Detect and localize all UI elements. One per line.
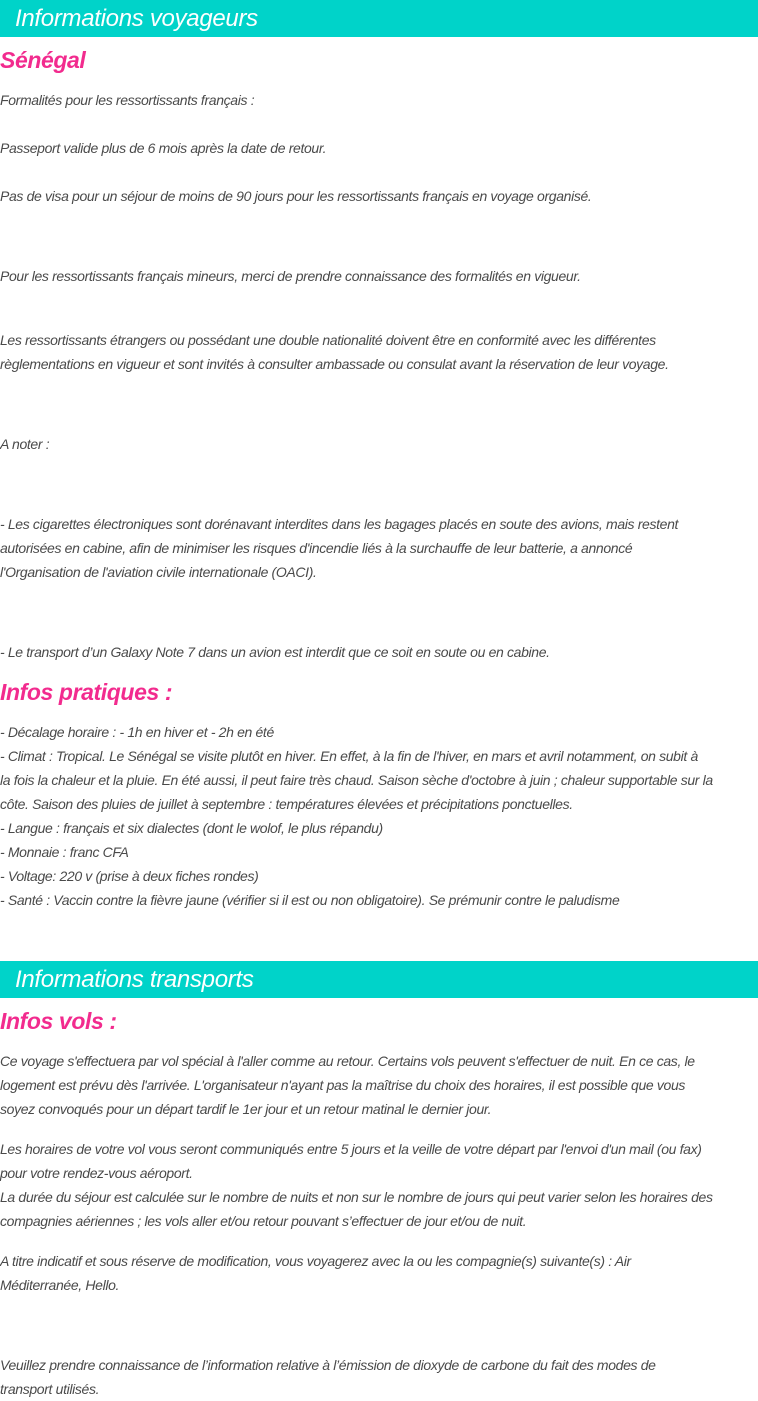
- text-line: A noter :: [0, 436, 50, 452]
- text-line: Méditerranée, Hello.: [0, 1277, 120, 1293]
- text-line: transport utilisés.: [0, 1381, 100, 1397]
- text-line: compagnies aériennes ; les vols aller et/ou retour pouvant s’effectuer de jour et/ou de nuit.: [0, 1213, 527, 1229]
- passport-requirement: [0, 136, 758, 160]
- minors-info: [0, 264, 758, 288]
- currency-item: - Monnaie : franc CFA: [0, 844, 129, 860]
- flights-heading: Infos vols :: [0, 1008, 117, 1034]
- text-line: soyez convoqués pour un départ tardif le 1er jour et un retour matinal le dernier jour.: [0, 1101, 492, 1117]
- text-line: A titre indicatif et sous réserve de modification, vous voyagerez avec la ou les compagnie(s) suivante(s) : Air: [0, 1253, 631, 1269]
- health-item: - Santé : Vaccin contre la fièvre jaune (vérifier si il est ou non obligatoire). Se prémunir contre le paludisme: [0, 892, 620, 908]
- text-line: l'Organisation de l'aviation civile internationale (OACI).: [0, 564, 317, 580]
- airlines-info: [0, 1249, 758, 1297]
- practical-info-heading: Infos pratiques :: [0, 679, 173, 705]
- galaxy-note: [0, 640, 758, 664]
- banner-travelers-info: Informations voyageurs: [0, 0, 758, 37]
- co2-emission-info: [0, 1353, 758, 1401]
- text-line: Pour les ressortissants français mineurs, merci de prendre connaissance des formalités en vigueur.: [0, 268, 581, 284]
- banner-transport-info: Informations transports: [0, 961, 758, 998]
- flight-schedule-info: [0, 1137, 758, 1233]
- special-flight-info: [0, 1049, 758, 1121]
- text-line: Les ressortissants étrangers ou possédant une double nationalité doivent être en conformité avec les différentes: [0, 332, 656, 348]
- text-line: Pas de visa pour un séjour de moins de 90 jours pour les ressortissants français en voyage organisé.: [0, 188, 592, 204]
- language-item: - Langue : français et six dialectes (dont le wolof, le plus répandu): [0, 820, 383, 836]
- country-heading: Sénégal: [0, 47, 86, 73]
- practical-info-list: [0, 720, 758, 912]
- voltage-item: - Voltage: 220 v (prise à deux fiches rondes): [0, 868, 259, 884]
- ecigarette-note: [0, 512, 758, 584]
- text-line: Les horaires de votre vol vous seront communiqués entre 5 jours et la veille de votre départ par l'envoi d'un mail (ou fax): [0, 1141, 702, 1157]
- formalities-intro: [0, 88, 758, 112]
- climate-item: la fois la chaleur et la pluie. En été aussi, il peut faire très chaud. Saison sèche d'octobre à juin ; chaleur supportable sur la: [0, 772, 713, 788]
- climate-item: - Climat : Tropical. Le Sénégal se visite plutôt en hiver. En effet, à la fin de l'hiver, en mars et avril notamment, on subit à: [0, 748, 698, 764]
- visa-info: [0, 184, 758, 208]
- text-line: Veuillez prendre connaissance de l’information relative à l’émission de dioxyde de carbone du fait des modes de: [0, 1357, 656, 1373]
- climate-item: côte. Saison des pluies de juillet à septembre : températures élevées et précipitations ponctuelles.: [0, 796, 573, 812]
- text-line: autorisées en cabine, afin de minimiser les risques d'incendie liés à la surchauffe de leur batterie, a annoncé: [0, 540, 633, 556]
- text-line: pour votre rendez-vous aéroport.: [0, 1165, 193, 1181]
- text-line: La durée du séjour est calculée sur le nombre de nuits et non sur le nombre de jours qui peut varier selon les horaires des: [0, 1189, 713, 1205]
- text-line: logement est prévu dès l'arrivée. L'organisateur n'ayant pas la maîtrise du choix des horaires, il est possible que vous: [0, 1077, 686, 1093]
- text-line: Formalités pour les ressortissants français :: [0, 92, 255, 108]
- text-line: règlementations en vigueur et sont invités à consulter ambassade ou consulat avant la réservation de leur voyage.: [0, 356, 669, 372]
- text-line: Ce voyage s'effectuera par vol spécial à l'aller comme au retour. Certains vols peuvent s'effectuer de nuit. En ce cas, le: [0, 1053, 695, 1069]
- time-offset-item: - Décalage horaire : - 1h en hiver et - 2h en été: [0, 724, 274, 740]
- text-line: - Le transport d’un Galaxy Note 7 dans un avion est interdit que ce soit en soute ou en cabine.: [0, 644, 550, 660]
- text-line: Passeport valide plus de 6 mois après la date de retour.: [0, 140, 327, 156]
- foreigners-info: [0, 328, 758, 376]
- text-line: - Les cigarettes électroniques sont dorénavant interdites dans les bagages placés en soute des avions, mais restent: [0, 516, 679, 532]
- note-label: [0, 432, 758, 456]
